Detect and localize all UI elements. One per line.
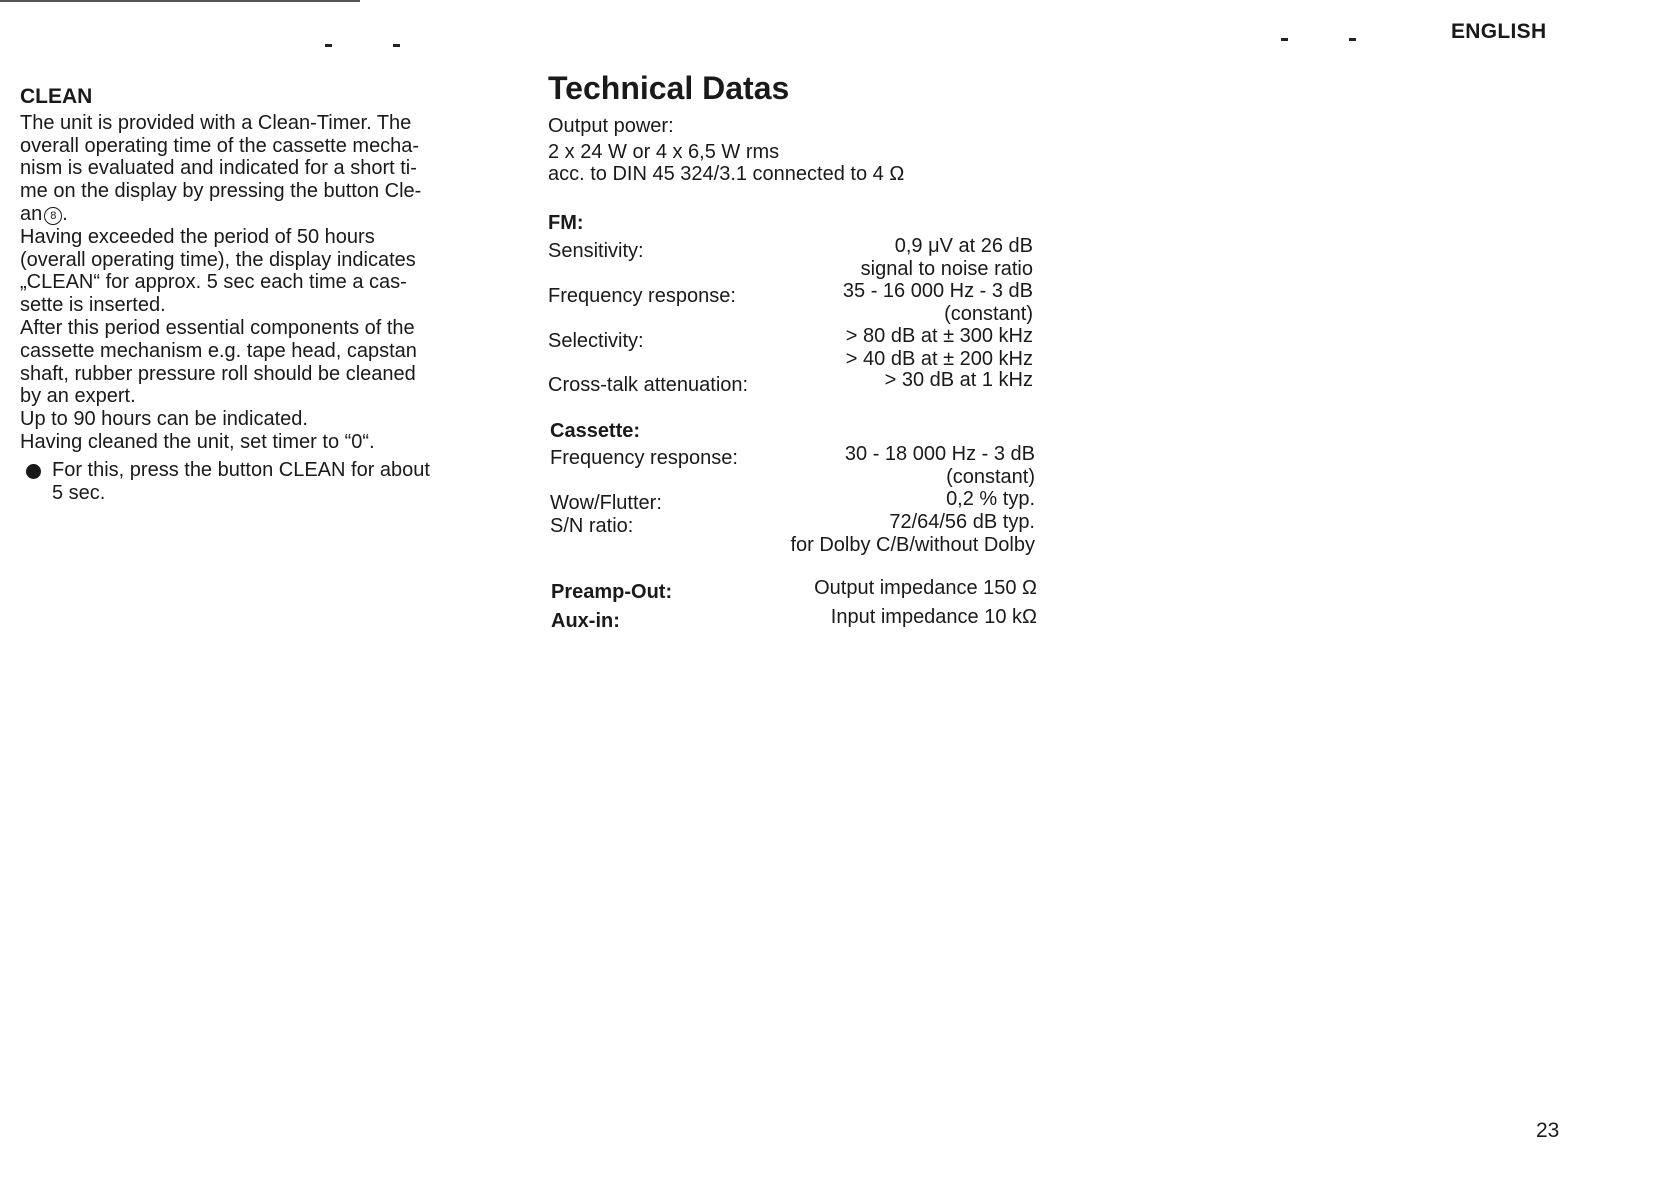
spec-value: 35 - 16 000 Hz - 3 dB	[842, 280, 1033, 302]
spec-value: 0,2 % typ.	[946, 488, 1035, 510]
output-power-note: acc. to DIN 45 324/3.1 connected to 4 Ω	[548, 163, 905, 185]
aux-value: Input impedance 10 kΩ	[830, 606, 1037, 628]
preamp-value: Output impedance 150 Ω	[814, 577, 1037, 599]
bullet-item	[20, 459, 500, 505]
dash-mark	[1349, 38, 1356, 41]
spec-label: Frequency response:	[550, 447, 738, 469]
tech-title: Technical Datas	[548, 70, 790, 106]
cassette-heading: Cassette:	[550, 420, 641, 442]
clean-line: The unit is provided with a Clean-Timer. The	[20, 111, 412, 134]
dash-mark	[1281, 38, 1288, 41]
output-power-value: 2 x 24 W or 4 x 6,5 W rms	[548, 141, 780, 163]
clean-line-end: .	[62, 202, 68, 225]
spec-label: Selectivity:	[548, 330, 644, 352]
clean-line	[20, 203, 500, 226]
bullet-icon	[26, 464, 41, 479]
dash-mark	[325, 44, 332, 47]
spec-value: > 80 dB at ± 300 kHz	[845, 325, 1033, 347]
scan-edge	[0, 0, 360, 2]
spec-label: Sensitivity:	[548, 240, 644, 262]
clean-line: cassette mechanism e.g. tape head, capstan	[20, 339, 417, 362]
spec-value: 30 - 18 000 Hz - 3 dB	[844, 443, 1035, 465]
spec-value: for Dolby C/B/without Dolby	[790, 534, 1035, 556]
clean-heading: CLEAN	[20, 85, 93, 108]
clean-line: sette is inserted.	[20, 294, 166, 317]
clean-line: Having cleaned the unit, set timer to “0“.	[20, 430, 375, 453]
fm-heading: FM:	[548, 212, 584, 234]
clean-line: by an expert.	[20, 385, 136, 408]
preamp-label: Preamp-Out:	[551, 581, 673, 603]
spec-label: S/N ratio:	[550, 515, 634, 537]
clean-line: me on the display by pressing the button Cle-	[20, 180, 422, 203]
spec-value: signal to noise ratio	[860, 258, 1033, 280]
spec-value: > 30 dB at 1 kHz	[884, 369, 1033, 391]
bullet-text: For this, press the button CLEAN for about	[52, 458, 430, 481]
spec-label: Frequency response:	[548, 285, 736, 307]
clean-line: overall operating time of the cassette mecha-	[20, 134, 420, 157]
spec-value: (constant)	[946, 466, 1035, 488]
clean-line: Having exceeded the period of 50 hours	[20, 225, 375, 248]
spec-value: 72/64/56 dB typ.	[889, 511, 1035, 533]
clean-line: (overall operating time), the display indicates	[20, 248, 416, 271]
output-power-label: Output power:	[548, 115, 674, 137]
bullet-text: 5 sec.	[52, 481, 106, 504]
spec-value: 0,9 μV at 26 dB	[894, 235, 1033, 257]
clean-section	[20, 86, 500, 504]
spec-value: > 40 dB at ± 200 kHz	[845, 348, 1033, 370]
dash-mark	[393, 44, 400, 47]
clean-line: Up to 90 hours can be indicated.	[20, 408, 308, 431]
aux-label: Aux-in:	[551, 610, 620, 632]
button-ref-badge: 8	[44, 207, 62, 225]
clean-line: After this period essential components of the	[20, 316, 415, 339]
spec-label: Wow/Flutter:	[550, 492, 662, 514]
spec-value: (constant)	[944, 303, 1033, 325]
spec-label: Cross-talk attenuation:	[548, 374, 749, 396]
clean-line: „CLEAN“ for approx. 5 sec each time a cas-	[20, 271, 407, 294]
clean-line: nism is evaluated and indicated for a short ti-	[20, 157, 417, 180]
language-label: ENGLISH	[1451, 20, 1547, 43]
page-number: 23	[1536, 1119, 1560, 1142]
clean-line-text: an	[20, 202, 43, 225]
clean-line: shaft, rubber pressure roll should be cleaned	[20, 362, 416, 385]
